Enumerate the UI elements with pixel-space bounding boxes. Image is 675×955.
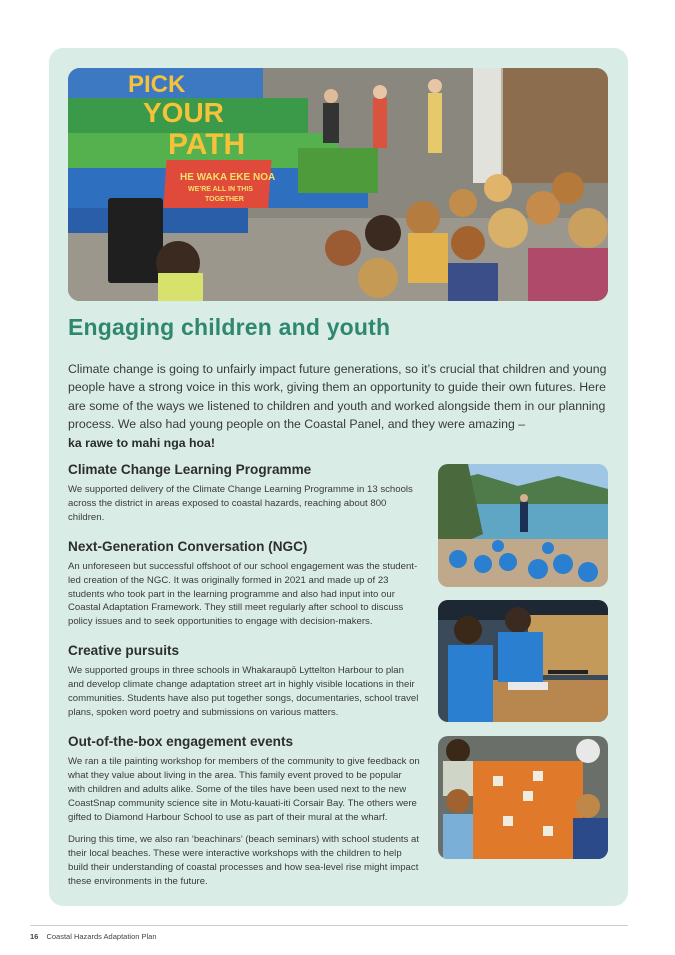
hero-illustration (68, 68, 608, 301)
mural-line-2: YOUR (143, 97, 224, 128)
mural-line-3: PATH (168, 128, 246, 161)
section-engagement-events (68, 734, 420, 889)
intro-paragraph (68, 360, 608, 452)
council-chamber-photo (438, 600, 608, 722)
intro-text: Climate change is going to unfairly impact future generations, so it’s crucial that children and young people have a strong voice in this work, giving them an opportunity to guide their own futures. Here are some of the ways we listened to children and youth and worked alongside them in our planning process. We also had young people on the Coastal Panel, and they were amazing – (68, 362, 607, 432)
page-footer (30, 932, 157, 941)
section-paragraph: We supported delivery of the Climate Change Learning Programme in 13 schools across the district in areas exposed to coastal hazards, reaching about 800 children. (68, 484, 413, 523)
section-paragraph: We supported groups in three schools in Whakaraupō Lyttelton Harbour to plan and develop climate change adaptation street art in highly visible locations in their communities. Students have also put together songs, documentaries, school travel plans, spoken word poetry and submissions on various matters. (68, 665, 419, 718)
section-creative-pursuits (68, 643, 420, 720)
beach-lesson-photo (438, 464, 608, 587)
tile-workshop-photo (438, 736, 608, 859)
document-title: Coastal Hazards Adaptation Plan (46, 932, 157, 941)
mural-banner-1: HE WAKA EKE NOA (180, 172, 276, 183)
page-title: Engaging children and youth (68, 314, 391, 340)
section-ngc (68, 539, 420, 630)
section-title: Creative pursuits (68, 643, 180, 659)
section-title: Out-of-the-box engagement events (68, 733, 294, 749)
beach-lesson-illustration (438, 464, 608, 587)
section-paragraph: We ran a tile painting workshop for members of the community to give feedback on what they value about living in the area. This family event proved to be popular with children and adults alike. Some of the tiles have been used next to the new CoastSnap community science site in Motu-kauati-iti Corsair Bay. The others were gifted to Diamond Harbour School to use as part of their mural at the wharf. (68, 755, 420, 823)
sections-column (68, 462, 420, 903)
mural-banner-3: TOGETHER (205, 196, 244, 203)
council-chamber-illustration (438, 600, 608, 722)
section-paragraph: During this time, we also ran ‘beachinars’ (beach seminars) with school students at their local beaches. These were interactive workshops with the children to help build their understanding of coastal processes and how sea-level rise might impact these environments in the future. (68, 834, 420, 888)
footer-rule (30, 925, 628, 926)
hero-photo (68, 68, 608, 301)
mural-banner-2: WE’RE ALL IN THIS (188, 186, 253, 193)
section-paragraph: An unforeseen but successful offshoot of our school engagement was the student-led creation of the NGC. It was originally formed in 2021 and made up of 23 students who took part in the learning programme and also had input into our Coastal Adaptation Framework. They still meet regularly after school to discuss policy issues and to seek opportunities to engage with decision-makers. (68, 560, 418, 628)
section-learning-programme (68, 462, 420, 525)
mural-line-1: PICK (128, 71, 186, 98)
tile-workshop-illustration (438, 736, 608, 859)
page-number: 16 (30, 932, 39, 941)
section-title: Climate Change Learning Programme (68, 462, 312, 477)
intro-emphasis: ka rawe to mahi nga hoa! (68, 435, 215, 450)
section-title: Next-Generation Conversation (NGC) (68, 538, 308, 554)
